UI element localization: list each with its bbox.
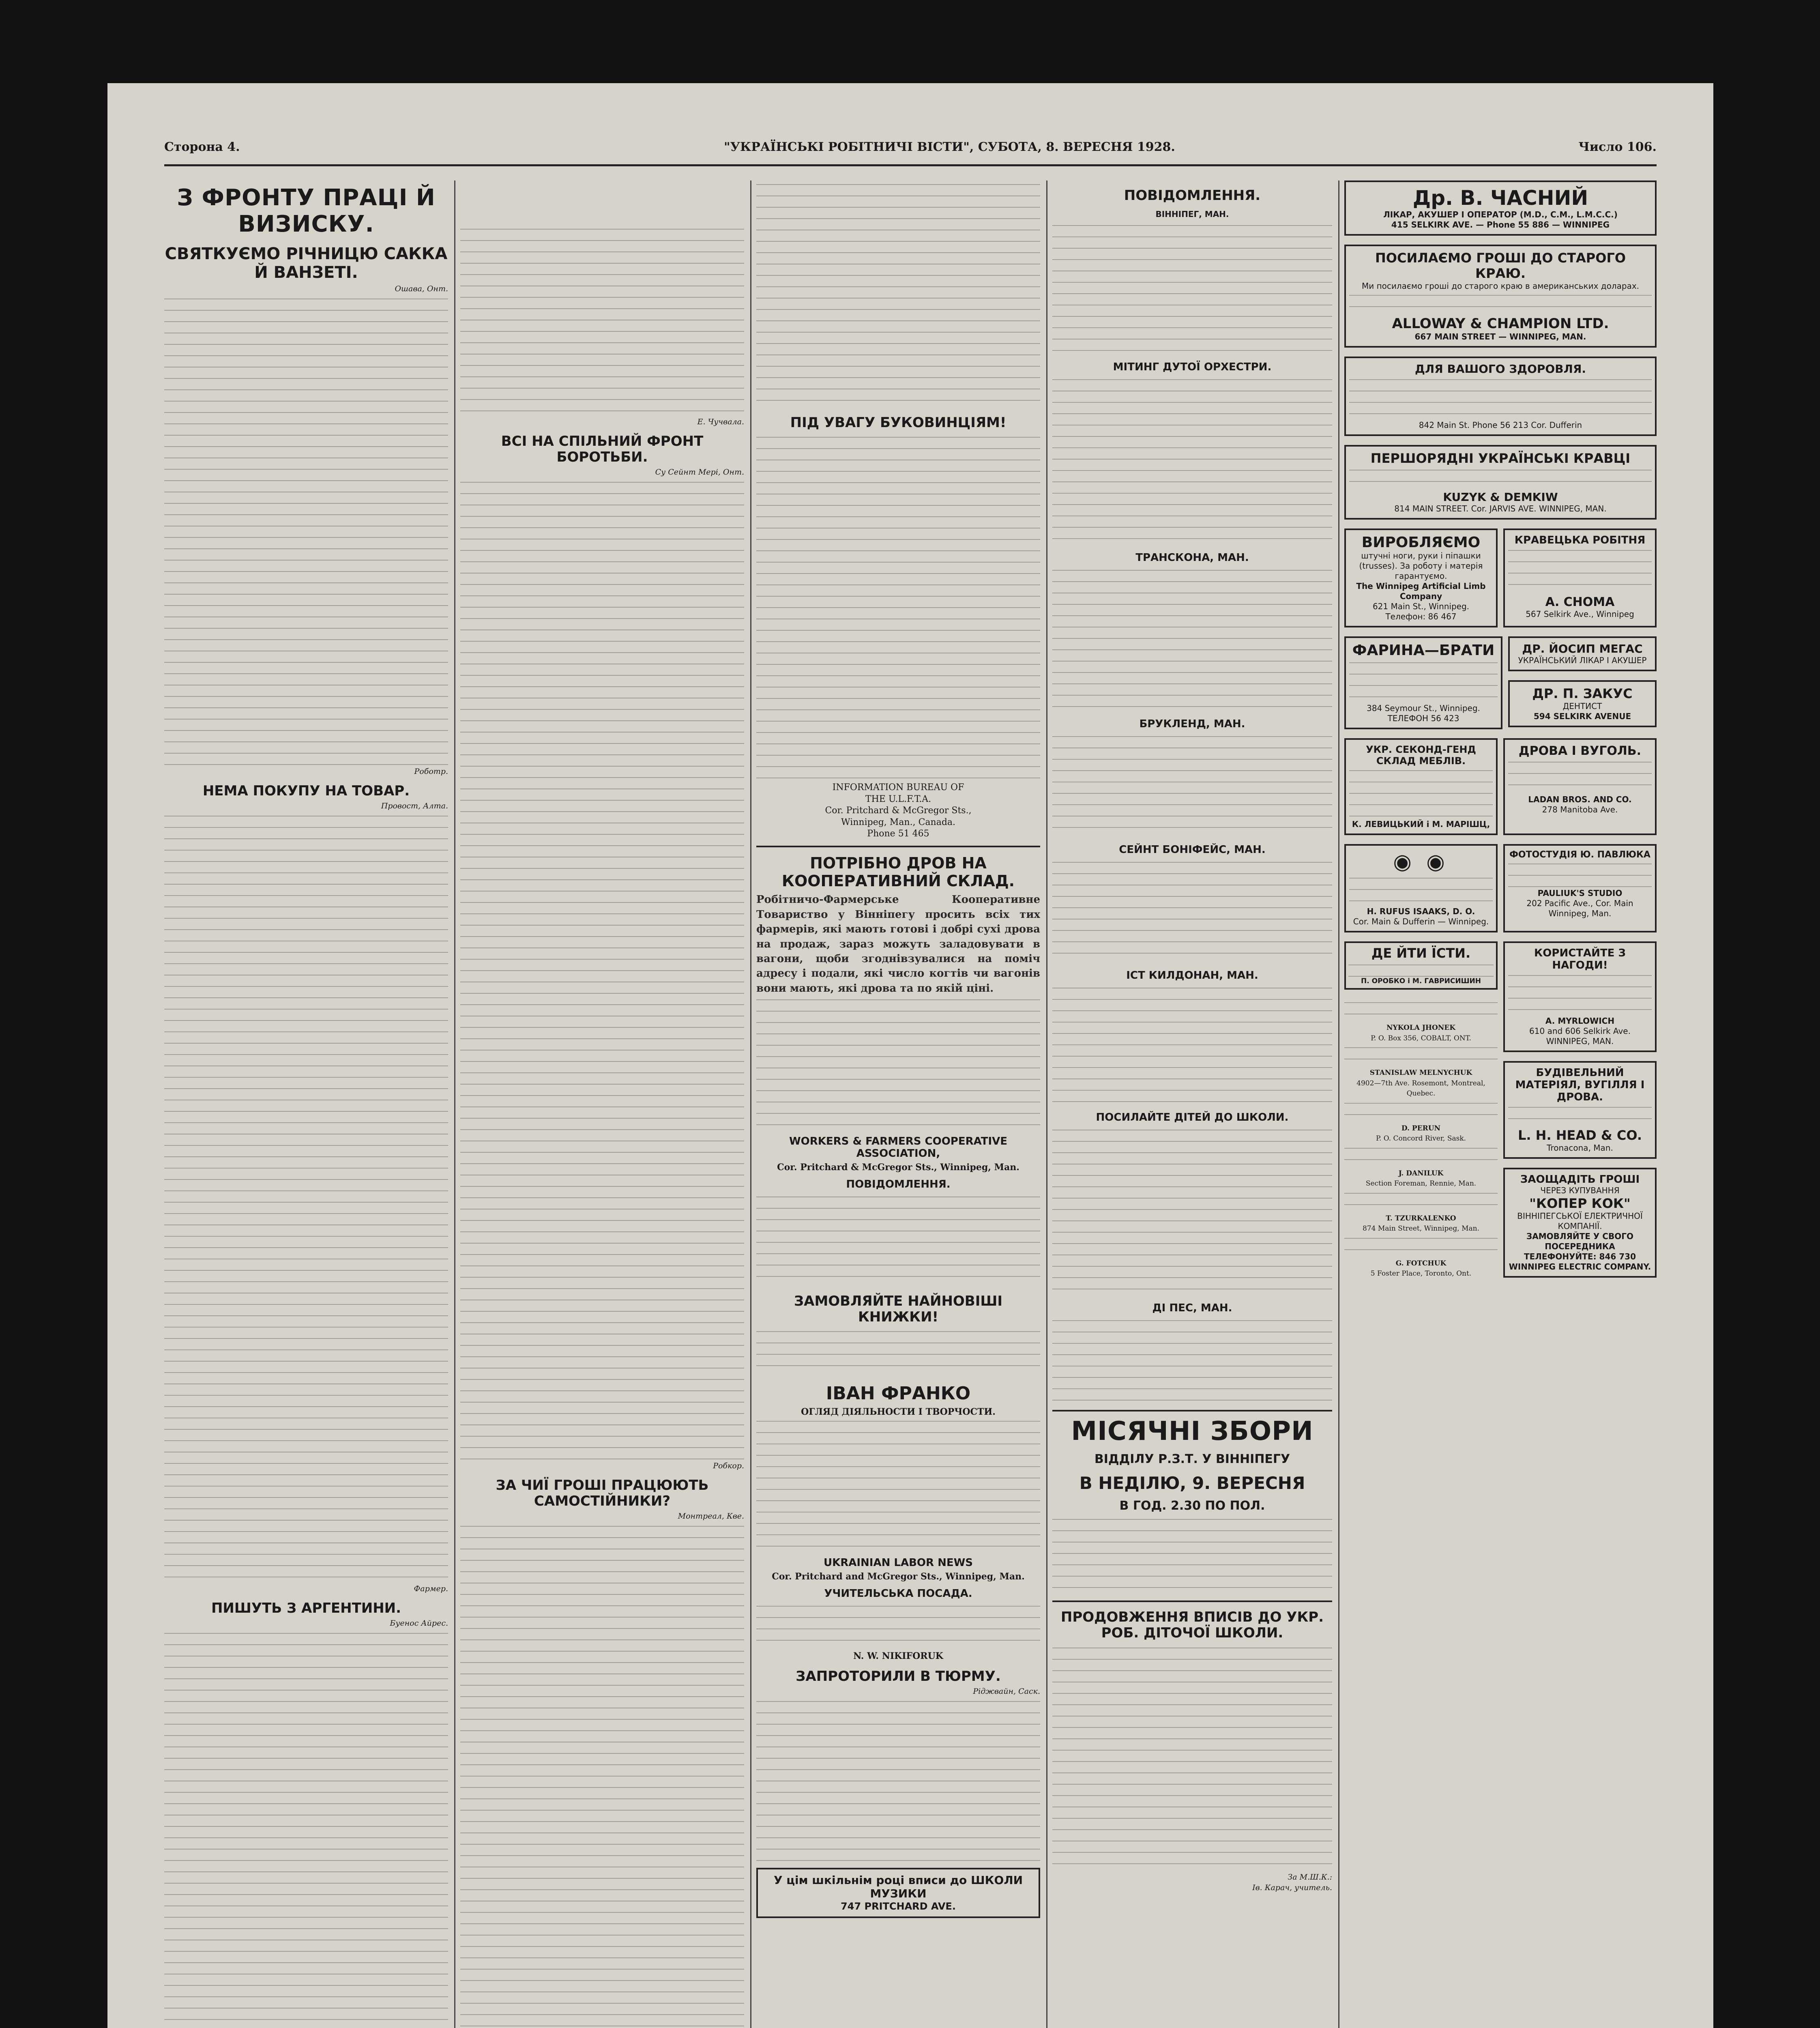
ads-row	[1344, 844, 1657, 941]
column-divider	[750, 180, 751, 2028]
co-op-street: Cor. Pritchard & McGregor Sts., Winnipeg, Man.	[777, 1162, 1019, 1173]
article-place: Монтреал, Кве.	[678, 1512, 744, 1521]
ad-faryna-brothers: ФАРИНА—БРАТИ 384 Seymour St., Winnipeg. ТЕЛЕФОН 56 423	[1344, 636, 1502, 729]
article-title: БРУКЛЕНД, МАН.	[1139, 718, 1245, 730]
ad-copper-coke: ЗАОЩАДІТЬ ГРОШІ ЧЕРЕЗ КУПУВАННЯ "КОПЕР КОК" ВІННІПЕГСЬКОЇ ЕЛЕКТРИЧНОЇ КОМПАНІЇ. ЗАМОВЛЯЙТЕ У СВОГО ПОСЕРЕДНИКА ТЕЛЕФОНУЙТЕ: 846 730 WINNIPEG ELECTRIC COMPANY.	[1503, 1168, 1657, 1278]
article-signature: Робкор.	[713, 1461, 744, 1471]
info-bureau-address: INFORMATION BUREAU OF THE U.L.F.T.A. Cor. Pritchard & McGregor Sts., Winnipeg, Man., Canada. Phone 51 465	[825, 782, 972, 839]
article-signature: Е. Чучвала.	[697, 417, 744, 426]
article-signature: Ів. Карач, учитель.	[1252, 1883, 1332, 1892]
article-text	[1052, 858, 1332, 964]
ads-row	[1344, 738, 1657, 844]
column-divider	[454, 180, 455, 2028]
article-text	[164, 1629, 448, 2028]
article-place: Буенос Айрес.	[390, 1619, 448, 1628]
masthead: "УКРАЇНСЬКІ РОБІТНИЧІ ВІСТИ", СУБОТА, 8. ВЕРЕСНЯ 1928.	[724, 140, 1175, 154]
column-1	[164, 180, 448, 2028]
column-4	[1052, 180, 1332, 2028]
article-title: ПОВІДОМЛЕННЯ.	[1124, 187, 1261, 204]
publisher-name: UKRAINIAN LABOR NEWS	[823, 1556, 973, 1569]
meeting-time: В ГОД. 2.30 ПО ПОЛ.	[1119, 1499, 1265, 1513]
article-title: ПІД УВАГУ БУКОВИНЦІЯМ!	[790, 415, 1007, 431]
article-signature: Роботр.	[414, 767, 448, 776]
column-3	[756, 180, 1040, 2028]
article-title: ПОСИЛАЙТЕ ДІТЕЙ ДО ШКОЛИ.	[1096, 1111, 1289, 1124]
article-text	[1052, 733, 1332, 838]
article-text	[1052, 1126, 1332, 1296]
contact-name: N. W. NIKIFORUK	[853, 1650, 943, 1661]
ad-tailor-shop: КРАВЕЦЬКА РОБІТНЯ А. СНОМА 567 Selkirk Ave., Winnipeg	[1503, 528, 1657, 627]
article-text	[1052, 984, 1332, 1106]
article-title: УЧИТЕЛЬСЬКА ПОСАДА.	[824, 1587, 972, 1600]
article-place: Ошава, Онт.	[395, 284, 448, 293]
ad-dr-chasny: Др. В. ЧАСНИЙ ЛІКАР, АКУШЕР І ОПЕРАТОР (M.D., C.M., L.M.C.C.) 415 SELKIRK AVE. — Phone 55 886 — WINNIPEG	[1344, 180, 1657, 236]
article-text	[1052, 566, 1332, 712]
article-text	[756, 996, 1040, 1130]
article-text	[1052, 1644, 1332, 1871]
ad-artificial-limbs: ВИРОБЛЯЄМО штучні ноги, руки і піпашки (trusses). За роботу і матерія гарантуємо. The Winnipeg Artificial Limb Company 621 Main St., Winnipeg. Телефон: 86 467	[1344, 528, 1498, 627]
article-text	[756, 1193, 1040, 1286]
meeting-subtitle: ВІДДІЛУ Р.З.Т. У ВІННІПЕГУ	[1094, 1452, 1290, 1467]
article-signature: Фармер.	[414, 1584, 448, 1594]
article-signature: За М.Ш.К.:	[1288, 1872, 1332, 1882]
article-text	[1052, 1515, 1332, 1596]
eyes-illustration: ◉ ◉	[1393, 850, 1449, 874]
article-title: ДІ ПЕС, МАН.	[1152, 1302, 1232, 1315]
page-label: Сторона 4.	[164, 140, 240, 154]
co-op-address: WORKERS & FARMERS COOPERATIVE ASSOCIATION,	[789, 1135, 1008, 1160]
article-text	[164, 295, 448, 765]
ad-furniture: УКР. СЕКОНД-ГЕНД СКЛАД МЕБЛІВ. К. ЛЕВИЦЬКИЙ і М. МАРІШЦ,	[1344, 738, 1498, 835]
article-title: ІСТ КИЛДОНАН, МАН.	[1126, 969, 1258, 982]
article-place: Ріджвайн, Саск.	[973, 1687, 1040, 1696]
article-title: ПРОДОВЖЕННЯ ВПИСІВ ДО УКР. РОБ. ДІТОЧОЇ ШКОЛИ.	[1060, 1609, 1324, 1641]
column-divider	[1338, 180, 1339, 2028]
article-title: ПИШУТЬ З АРГЕНТИНИ.	[211, 1600, 401, 1617]
newspaper-page	[107, 83, 1713, 2028]
ad-dr-zakus: ДР. П. ЗАКУС ДЕНТИСТ 594 SELKIRK AVENUE	[1508, 680, 1657, 727]
article-text	[460, 225, 744, 416]
column-5-ads	[1344, 180, 1657, 2028]
ads-row	[1344, 528, 1657, 636]
article-text	[756, 180, 1040, 408]
personal-notices	[1344, 941, 1498, 1287]
section-banner: З ФРОНТУ ПРАЦІ Й ВИЗИСКУ.	[177, 185, 436, 237]
article-title: ВСІ НА СПІЛЬНИЙ ФРОНТ БОРОТЬБИ.	[501, 433, 704, 466]
article-text	[756, 433, 1040, 782]
article-title: СВЯТКУЄМО РІЧНИЦЮ САККА Й ВАНЗЕТІ.	[165, 245, 448, 282]
header-rule	[164, 164, 1657, 166]
article-text	[756, 1602, 1040, 1651]
article-place: Провост, Алта.	[381, 801, 448, 811]
ad-health: ДЛЯ ВАШОГО ЗДОРОВЛЯ. 842 Main St. Phone 56 213 Cor. Dufferin	[1344, 357, 1657, 436]
article-title: ПОВІДОМЛЕННЯ.	[846, 1178, 951, 1191]
ad-isaaks: ◉ ◉ H. RUFUS ISAAKS, D. O. Cor. Main & Dufferin — Winnipeg.	[1344, 844, 1498, 932]
article-title: ПОТРІБНО ДРОВ НА КООПЕРАТИВНИЙ СКЛАД.	[781, 854, 1015, 890]
ad-photo-studio: ФОТОСТУДІЯ Ю. ПАВЛЮКА PAULIUK'S STUDIO 202 Pacific Ave., Cor. Main Winnipeg, Man.	[1503, 844, 1657, 932]
ad-building-materials: БУДІВЕЛЬНИЙ МАТЕРІЯЛ, ВУГІЛЛЯ І ДРОВА. L. H. HEAD & CO. Tronacona, Man.	[1503, 1061, 1657, 1159]
publisher-address: Cor. Pritchard and McGregor Sts., Winnipeg, Man.	[772, 1571, 1025, 1582]
issue-number: Число 106.	[1578, 140, 1657, 154]
article-text	[460, 1522, 744, 2028]
article-place: ВІННІПЕГ, МАН.	[1155, 209, 1229, 219]
article-text: Робітничо-Фармерське Кооперативне Товариство у Вінніпегу просить всіх тих фармерів, які мають готові і добрі сухі дрова на продаж, зараз можуть заладовувати в вагони, щоби згоднівзувалися на поміч адресу і подали, які число когтів чи вагонів вони мають, які дрова та по якій ціні.	[756, 894, 1040, 995]
ad-wood-coal: ДРОВА І ВУГОЛЬ. LADAN BROS. AND CO. 278 Manitoba Ave.	[1503, 738, 1657, 835]
music-school-notice: У цім шкільнім році вписи до ШКОЛИ МУЗИКИ 747 PRITCHARD AVE.	[756, 1868, 1040, 1918]
ad-dr-megas: ДР. ЙОСИП МЕГАС УКРАЇНСЬКИЙ ЛІКАР І АКУШЕР	[1508, 636, 1657, 671]
article-text	[1052, 1317, 1332, 1406]
notice-list: NYKOLA JHONEK P. O. Box 356, COBALT, ONT. STANISLAW MELNYCHUK 4902—7th Ave. Rosemont, Montreal, Quebec. D. PERUN P. O. Concord River, Sask. J. DANILUK Section Foreman, Rennie, Man. T. TZURKALENKO 874 Main Street, Winnipeg, Man. G. FOTCHUK 5 Foster Place, Toronto, Ont.	[1344, 999, 1498, 1279]
article-title: НЕМА ПОКУПУ НА ТОВАР.	[202, 783, 410, 799]
ad-tailors: ПЕРШОРЯДНІ УКРАЇНСЬКІ КРАВЦІ KUZYK & DEMKIW 814 MAIN STREET. Cor. JARVIS AVE. WINNIPEG, MAN.	[1344, 445, 1657, 520]
article-text	[164, 812, 448, 1583]
book-subtitle: ОГЛЯД ДІЯЛЬНОСТИ І ТВОРЧОСТИ.	[801, 1406, 996, 1417]
article-text	[460, 478, 744, 1460]
article-text	[756, 1417, 1040, 1551]
ads-row	[1344, 941, 1657, 1287]
ads-row	[1344, 636, 1657, 738]
article-title: СЕЙНТ БОНІФЕЙС, МАН.	[1119, 844, 1266, 856]
article-title: ЗАПРОТОРИЛИ В ТЮРМУ.	[796, 1668, 1001, 1684]
article-title: МІТИНГ ДУТОЇ ОРХЕСТРИ.	[1113, 361, 1272, 374]
ad-money-transfer: ПОСИЛАЄМО ГРОШІ ДО СТАРОГО КРАЮ. Ми посилаємо гроші до старого краю в американських доларах. ALLOWAY & CHAMPION LTD. 667 MAIN STREET — WINNIPEG, MAN.	[1344, 245, 1657, 348]
article-title: ЗАМОВЛЯЙТЕ НАЙНОВІШІ КНИЖКИ!	[794, 1293, 1003, 1326]
column-2	[460, 180, 744, 2028]
meeting-date: В НЕДІЛЮ, 9. ВЕРЕСНЯ	[1079, 1473, 1305, 1493]
article-text	[756, 1328, 1040, 1376]
article-text	[1052, 376, 1332, 546]
article-text	[1052, 221, 1332, 355]
article-place: Су Сейнт Мері, Онт.	[655, 468, 744, 477]
column-divider	[1046, 180, 1047, 2028]
page-header	[164, 140, 1657, 163]
meeting-title: МІСЯЧНІ ЗБОРИ	[1071, 1416, 1313, 1447]
ad-opportunity: КОРИСТАЙТЕ З НАГОДИ! A. MYRLOWICH 610 and 606 Selkirk Ave. WINNIPEG, MAN.	[1503, 941, 1657, 1052]
ad-restaurant: ДЕ ЙТИ ЇСТИ. П. ОРОБКО і М. ГАВРИСИШИН	[1344, 941, 1498, 990]
article-title: ЗА ЧИЇ ГРОШІ ПРАЦЮЮТЬ САМОСТІЙНИКИ?	[496, 1477, 709, 1510]
article-text	[756, 1697, 1040, 1868]
book-author: ІВАН ФРАНКО	[826, 1383, 971, 1404]
article-title: ТРАНСКОНА, МАН.	[1135, 552, 1249, 564]
